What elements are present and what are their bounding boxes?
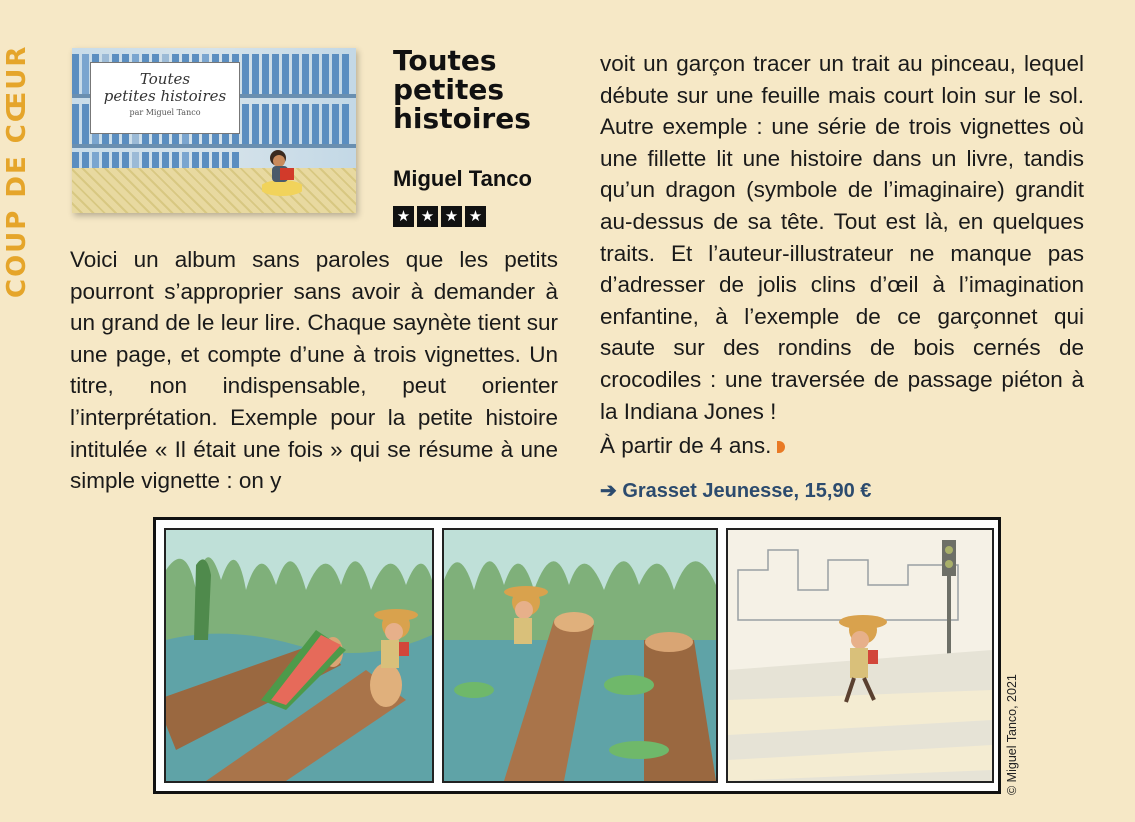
section-label	[0, 0, 30, 300]
book-title: Toutes petites histoires	[393, 44, 531, 135]
star-icon: ★	[393, 206, 414, 227]
illustration-credit: © Miguel Tanco, 2021	[1005, 674, 1019, 795]
article-paragraph-part2: voit un garçon tracer un trait au pinceau, lequel débute sur une feuille mais court loin sur le sol. Autre exemple : une série de trois vignettes où une fillette lit une histoire dans un livre, tandis qu’un dragon (symbole de l’imaginaire) grandit au-dessus de sa tête. Tout est là, en quelques traits. Et l’auteur-illustrateur ne manque pas d’adresser de jolis clins d’œil à l’imagination enfantine, à l’exemple de ce garçonnet qui saute sur des rondins de bois cernés de crocodiles : une traversée de passage piéton à la Indiana Jones !	[600, 51, 1084, 424]
comic-strip	[153, 517, 1001, 794]
age-text: À partir de 4 ans.	[600, 433, 772, 458]
article-text-right	[600, 48, 1084, 427]
publisher-price: ➔ Grasset Jeunesse, 15,90 €	[600, 480, 872, 502]
cover-author: par Miguel Tanco	[129, 108, 201, 117]
comic-panel-1	[164, 528, 434, 783]
cover-title-line1: Toutes	[139, 70, 191, 88]
comic-panel-3	[726, 528, 994, 783]
age-recommendation	[600, 433, 785, 459]
star-icon: ★	[417, 206, 438, 227]
book-author: Miguel Tanco	[393, 166, 532, 191]
comic-panel-2	[442, 528, 718, 783]
end-mark-icon	[777, 441, 785, 453]
cover-title-box	[90, 62, 240, 134]
article-paragraph-part1: Voici un album sans paroles que les petits pourront s’approprier sans avoir à demander à un grand de le leur lire. Chaque saynète tient sur une page, et compte d’une à trois vignettes. Un titre, non indispensable, peut orienter l’interprétation. Exemple pour la petite histoire intitulée « Il était une fois » qui se résume à une simple vignette : on y	[70, 247, 558, 494]
rating-stars	[393, 206, 486, 228]
star-icon: ★	[441, 206, 462, 227]
section-label-text: COUP DE CŒUR	[2, 44, 32, 298]
article-text-left	[70, 244, 558, 497]
book-cover-image	[72, 48, 356, 213]
star-icon: ★	[465, 206, 486, 227]
reading-child-illustration	[262, 148, 302, 196]
cover-title-line2: petites histoires	[103, 87, 227, 105]
